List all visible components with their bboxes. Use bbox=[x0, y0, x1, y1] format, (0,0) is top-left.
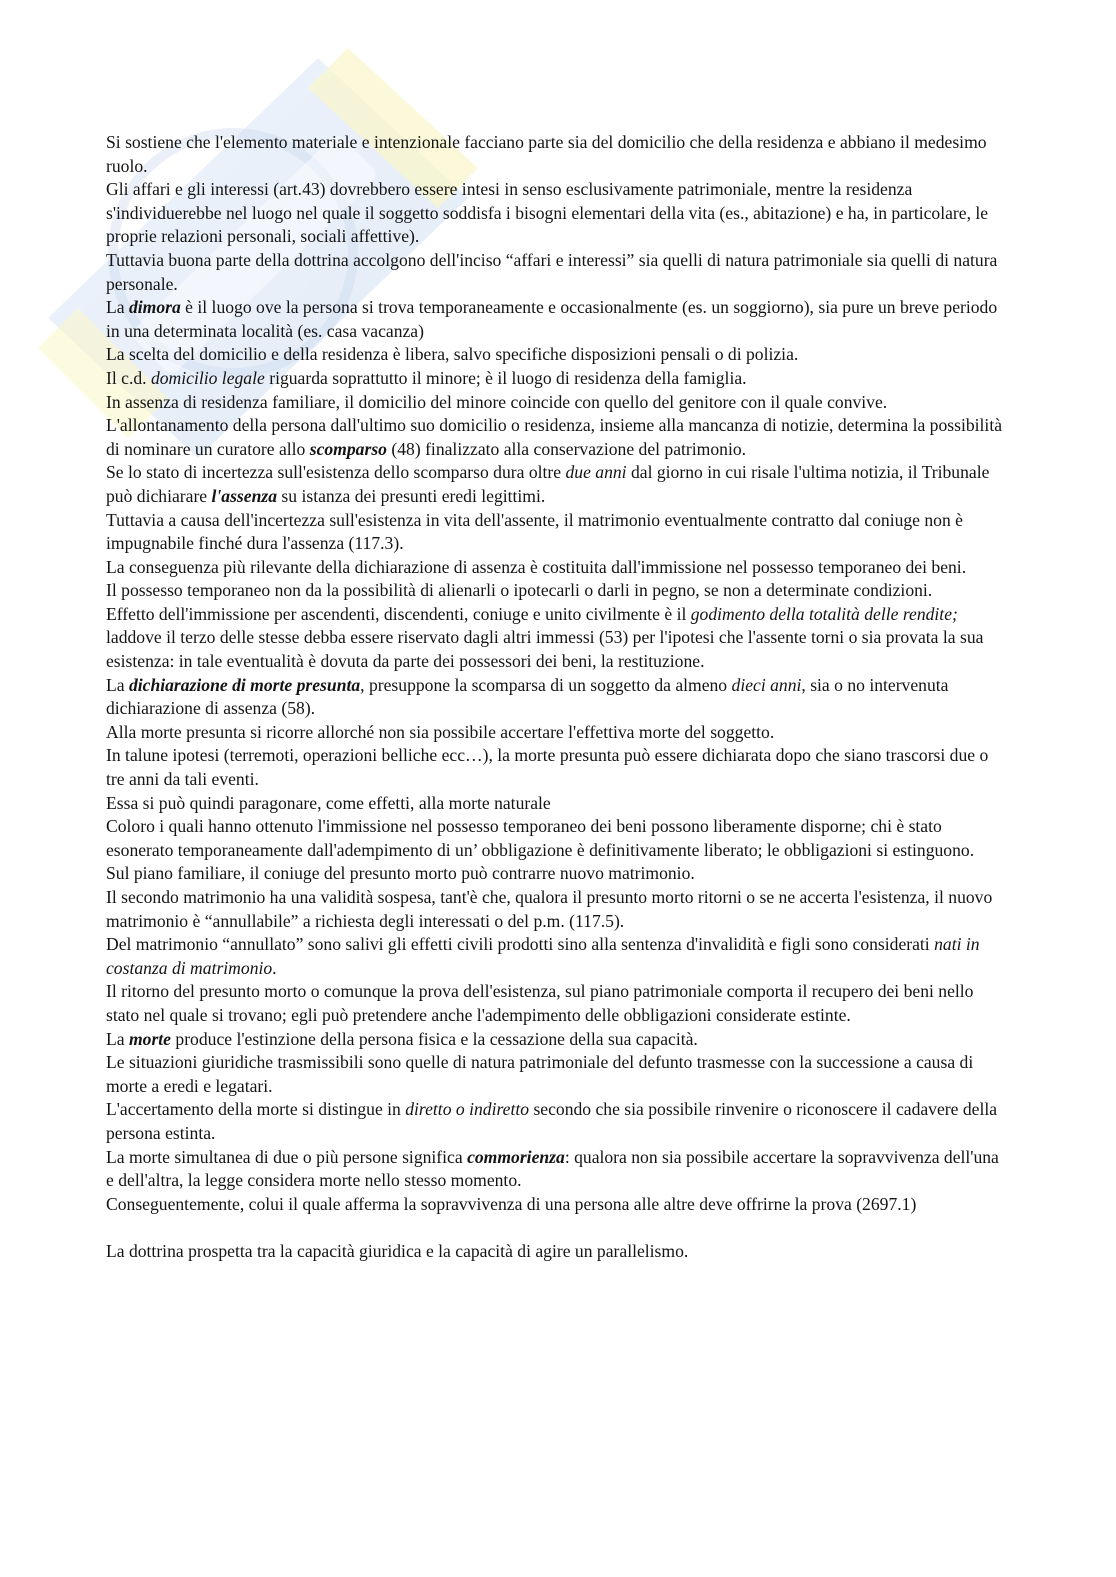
document-body bbox=[106, 131, 1006, 1264]
text-run: Effetto dell'immissione per ascendenti, discendenti, coniuge e unito civilmente è il bbox=[106, 603, 691, 624]
text-run: Coloro i quali hanno ottenuto l'immissione nel possesso temporaneo dei beni possono liberamente disporne; chi è stato esonerato temporaneamente dall'adempimento di un’ obbligazione è definitivamente liberato; le obbligazioni si estinguono. bbox=[106, 816, 975, 860]
text-run: La scelta del domicilio e della residenza è libera, salvo specifiche disposizioni pensali o di polizia. bbox=[106, 344, 799, 365]
emphasis-text: godimento della totalità delle rendite; bbox=[690, 603, 958, 624]
emphasis-text: l'assenza bbox=[211, 485, 278, 506]
text-run: , sia o no intervenuta dichiarazione di assenza (58). bbox=[106, 674, 949, 719]
text-run: Essa si può quindi paragonare, come effetti, alla morte naturale bbox=[106, 792, 551, 813]
paragraph bbox=[106, 862, 1006, 886]
text-run: L'accertamento della morte si distingue in bbox=[106, 1099, 406, 1120]
text-run: (48) finalizzato alla conservazione del patrimonio. bbox=[386, 438, 747, 459]
emphasis-text: commorienza bbox=[467, 1146, 565, 1167]
emphasis-text: dieci anni bbox=[731, 674, 802, 695]
paragraph bbox=[106, 603, 1006, 674]
text-run: . bbox=[272, 957, 277, 978]
paragraph bbox=[106, 178, 1006, 249]
paragraph bbox=[106, 1240, 1006, 1264]
emphasis-text: domicilio legale bbox=[150, 367, 265, 388]
text-run: Conseguentemente, colui il quale afferma la sopravvivenza di una persona alle altre deve offrirne la prova (2697.1) bbox=[106, 1193, 917, 1214]
text-run: Alla morte presunta si ricorre allorché non sia possibile accertare l'effettiva morte del soggetto. bbox=[106, 721, 775, 742]
paragraph bbox=[106, 556, 1006, 580]
paragraph bbox=[106, 1146, 1006, 1193]
text-run: La bbox=[106, 674, 129, 695]
paragraph bbox=[106, 131, 1006, 178]
paragraph bbox=[106, 886, 1006, 933]
text-run: Il ritorno del presunto morto o comunque la prova dell'esistenza, sul piano patrimoniale comporta il recupero dei beni nello stato nel quale si trovano; egli può pretendere anche l'adempimento delle obbligazioni considerate estinte. bbox=[106, 981, 974, 1025]
paragraph bbox=[106, 461, 1006, 508]
emphasis-text: dichiarazione di morte presunta bbox=[128, 674, 361, 695]
paragraph bbox=[106, 579, 1006, 603]
text-run: Il possesso temporaneo non da la possibilità di alienarli o ipotecarli o darli in pegno, se non a determinate condizioni. bbox=[106, 580, 933, 601]
paragraph bbox=[106, 414, 1006, 461]
text-run: : qualora non sia possibile accertare la sopravvivenza dell'una e dell'altra, la legge considera morte nello stesso momento. bbox=[106, 1146, 999, 1191]
emphasis-text: diretto o indiretto bbox=[405, 1099, 530, 1120]
emphasis-text: morte bbox=[128, 1028, 171, 1049]
emphasis-text: scomparso bbox=[309, 438, 387, 459]
paragraph bbox=[106, 249, 1006, 296]
text-run: Il c.d. bbox=[106, 367, 151, 388]
text-run: secondo che sia possibile rinvenire o riconoscere il cadavere della persona estinta. bbox=[106, 1099, 998, 1143]
paragraph bbox=[106, 1028, 1006, 1052]
text-run: Del matrimonio “annullato” sono salivi gli effetti civili prodotti sino alla sentenza d'invalidità e figli sono considerati bbox=[106, 934, 935, 955]
text-run: In talune ipotesi (terremoti, operazioni belliche ecc…), la morte presunta può essere dichiarata dopo che siano trascorsi due o tre anni da tali eventi. bbox=[106, 745, 989, 790]
text-run: La bbox=[106, 1028, 129, 1049]
text-run: La morte simultanea di due o più persone significa bbox=[106, 1146, 468, 1167]
text-run: La dottrina prospetta tra la capacità giuridica e la capacità di agire un parallelismo. bbox=[106, 1240, 689, 1261]
paragraph bbox=[106, 1193, 1006, 1217]
paragraph bbox=[106, 1051, 1006, 1098]
paragraph bbox=[106, 509, 1006, 556]
paragraph bbox=[106, 980, 1006, 1027]
paragraph bbox=[106, 744, 1006, 791]
text-run: In assenza di residenza familiare, il domicilio del minore coincide con quello del genitore con il quale convive. bbox=[106, 391, 888, 412]
text-run: Le situazioni giuridiche trasmissibili sono quelle di natura patrimoniale del defunto trasmesse con la successione a causa di morte a eredi e legatari. bbox=[106, 1052, 974, 1096]
text-run: laddove il terzo delle stesse debba essere riservato dagli altri immessi (53) per l'ipotesi che l'assente torni o sia provata la sua esistenza: in tale eventualità è dovuta da parte dei possessori dei beni, la restituzione. bbox=[106, 627, 984, 672]
text-run: Tuttavia buona parte della dottrina accolgono dell'inciso “affari e interessi” sia quelli di natura patrimoniale sia quelli di natura personale. bbox=[106, 249, 998, 294]
text-run: La bbox=[106, 297, 129, 318]
emphasis-text: dimora bbox=[128, 297, 181, 318]
paragraph bbox=[106, 792, 1006, 816]
paragraph bbox=[106, 1098, 1006, 1145]
text-run: Sul piano familiare, il coniuge del presunto morto può contrarre nuovo matrimonio. bbox=[106, 863, 695, 884]
emphasis-text: nati in costanza di matrimonio bbox=[106, 934, 980, 978]
text-run: Gli affari e gli interessi (art.43) dovrebbero essere intesi in senso esclusivamente patrimoniale, mentre la residenza s'individuerebbe nel luogo nel quale il soggetto soddisfa i bisogni elementari della vita (es., abitazione) e ha, in particolare, le proprie relazioni personali, sociali affettive). bbox=[106, 179, 989, 247]
text-run: Se lo stato di incertezza sull'esistenza dello scomparso dura oltre bbox=[106, 462, 566, 483]
text-run: è il luogo ove la persona si trova temporaneamente e occasionalmente (es. un soggiorno), sia pure un breve periodo in una determinata località (es. casa vacanza) bbox=[106, 297, 998, 341]
text-run: Il secondo matrimonio ha una validità sospesa, tant'è che, qualora il presunto morto ritorni o se ne accerta l'esistenza, il nuovo matrimonio è “annullabile” a richiesta degli interessati o del p.m. (117.5). bbox=[106, 887, 993, 931]
text-run: Si sostiene che l'elemento materiale e intenzionale facciano parte sia del domicilio che della residenza e abbiano il medesimo ruolo. bbox=[106, 132, 987, 176]
text-run: Tuttavia a causa dell'incertezza sull'esistenza in vita dell'assente, il matrimonio eventualmente contratto dal coniuge non è impugnabile finché dura l'assenza (117.3). bbox=[106, 509, 963, 554]
paragraph-gap bbox=[106, 1216, 1006, 1240]
paragraph bbox=[106, 296, 1006, 343]
paragraph bbox=[106, 367, 1006, 391]
emphasis-text: due anni bbox=[565, 462, 627, 483]
text-run: produce l'estinzione della persona fisica e la cessazione della sua capacità. bbox=[171, 1028, 698, 1049]
text-run: , presuppone la scomparsa di un soggetto da almeno bbox=[360, 674, 732, 695]
paragraph bbox=[106, 721, 1006, 745]
paragraph bbox=[106, 391, 1006, 415]
text-run: La conseguenza più rilevante della dichiarazione di assenza è costituita dall'immissione nel possesso temporaneo dei beni. bbox=[106, 556, 967, 577]
paragraph bbox=[106, 343, 1006, 367]
paragraph bbox=[106, 815, 1006, 862]
text-run: dal giorno in cui risale l'ultima notizia, il Tribunale può dichiarare bbox=[106, 462, 990, 506]
text-run: riguarda soprattutto il minore; è il luogo di residenza della famiglia. bbox=[264, 367, 747, 388]
paragraph bbox=[106, 674, 1006, 721]
paragraph bbox=[106, 933, 1006, 980]
text-run: L'allontanamento della persona dall'ultimo suo domicilio o residenza, insieme alla mancanza di notizie, determina la possibilità di nominare un curatore allo bbox=[106, 415, 1003, 459]
text-run: su istanza dei presunti eredi legittimi. bbox=[277, 485, 546, 506]
